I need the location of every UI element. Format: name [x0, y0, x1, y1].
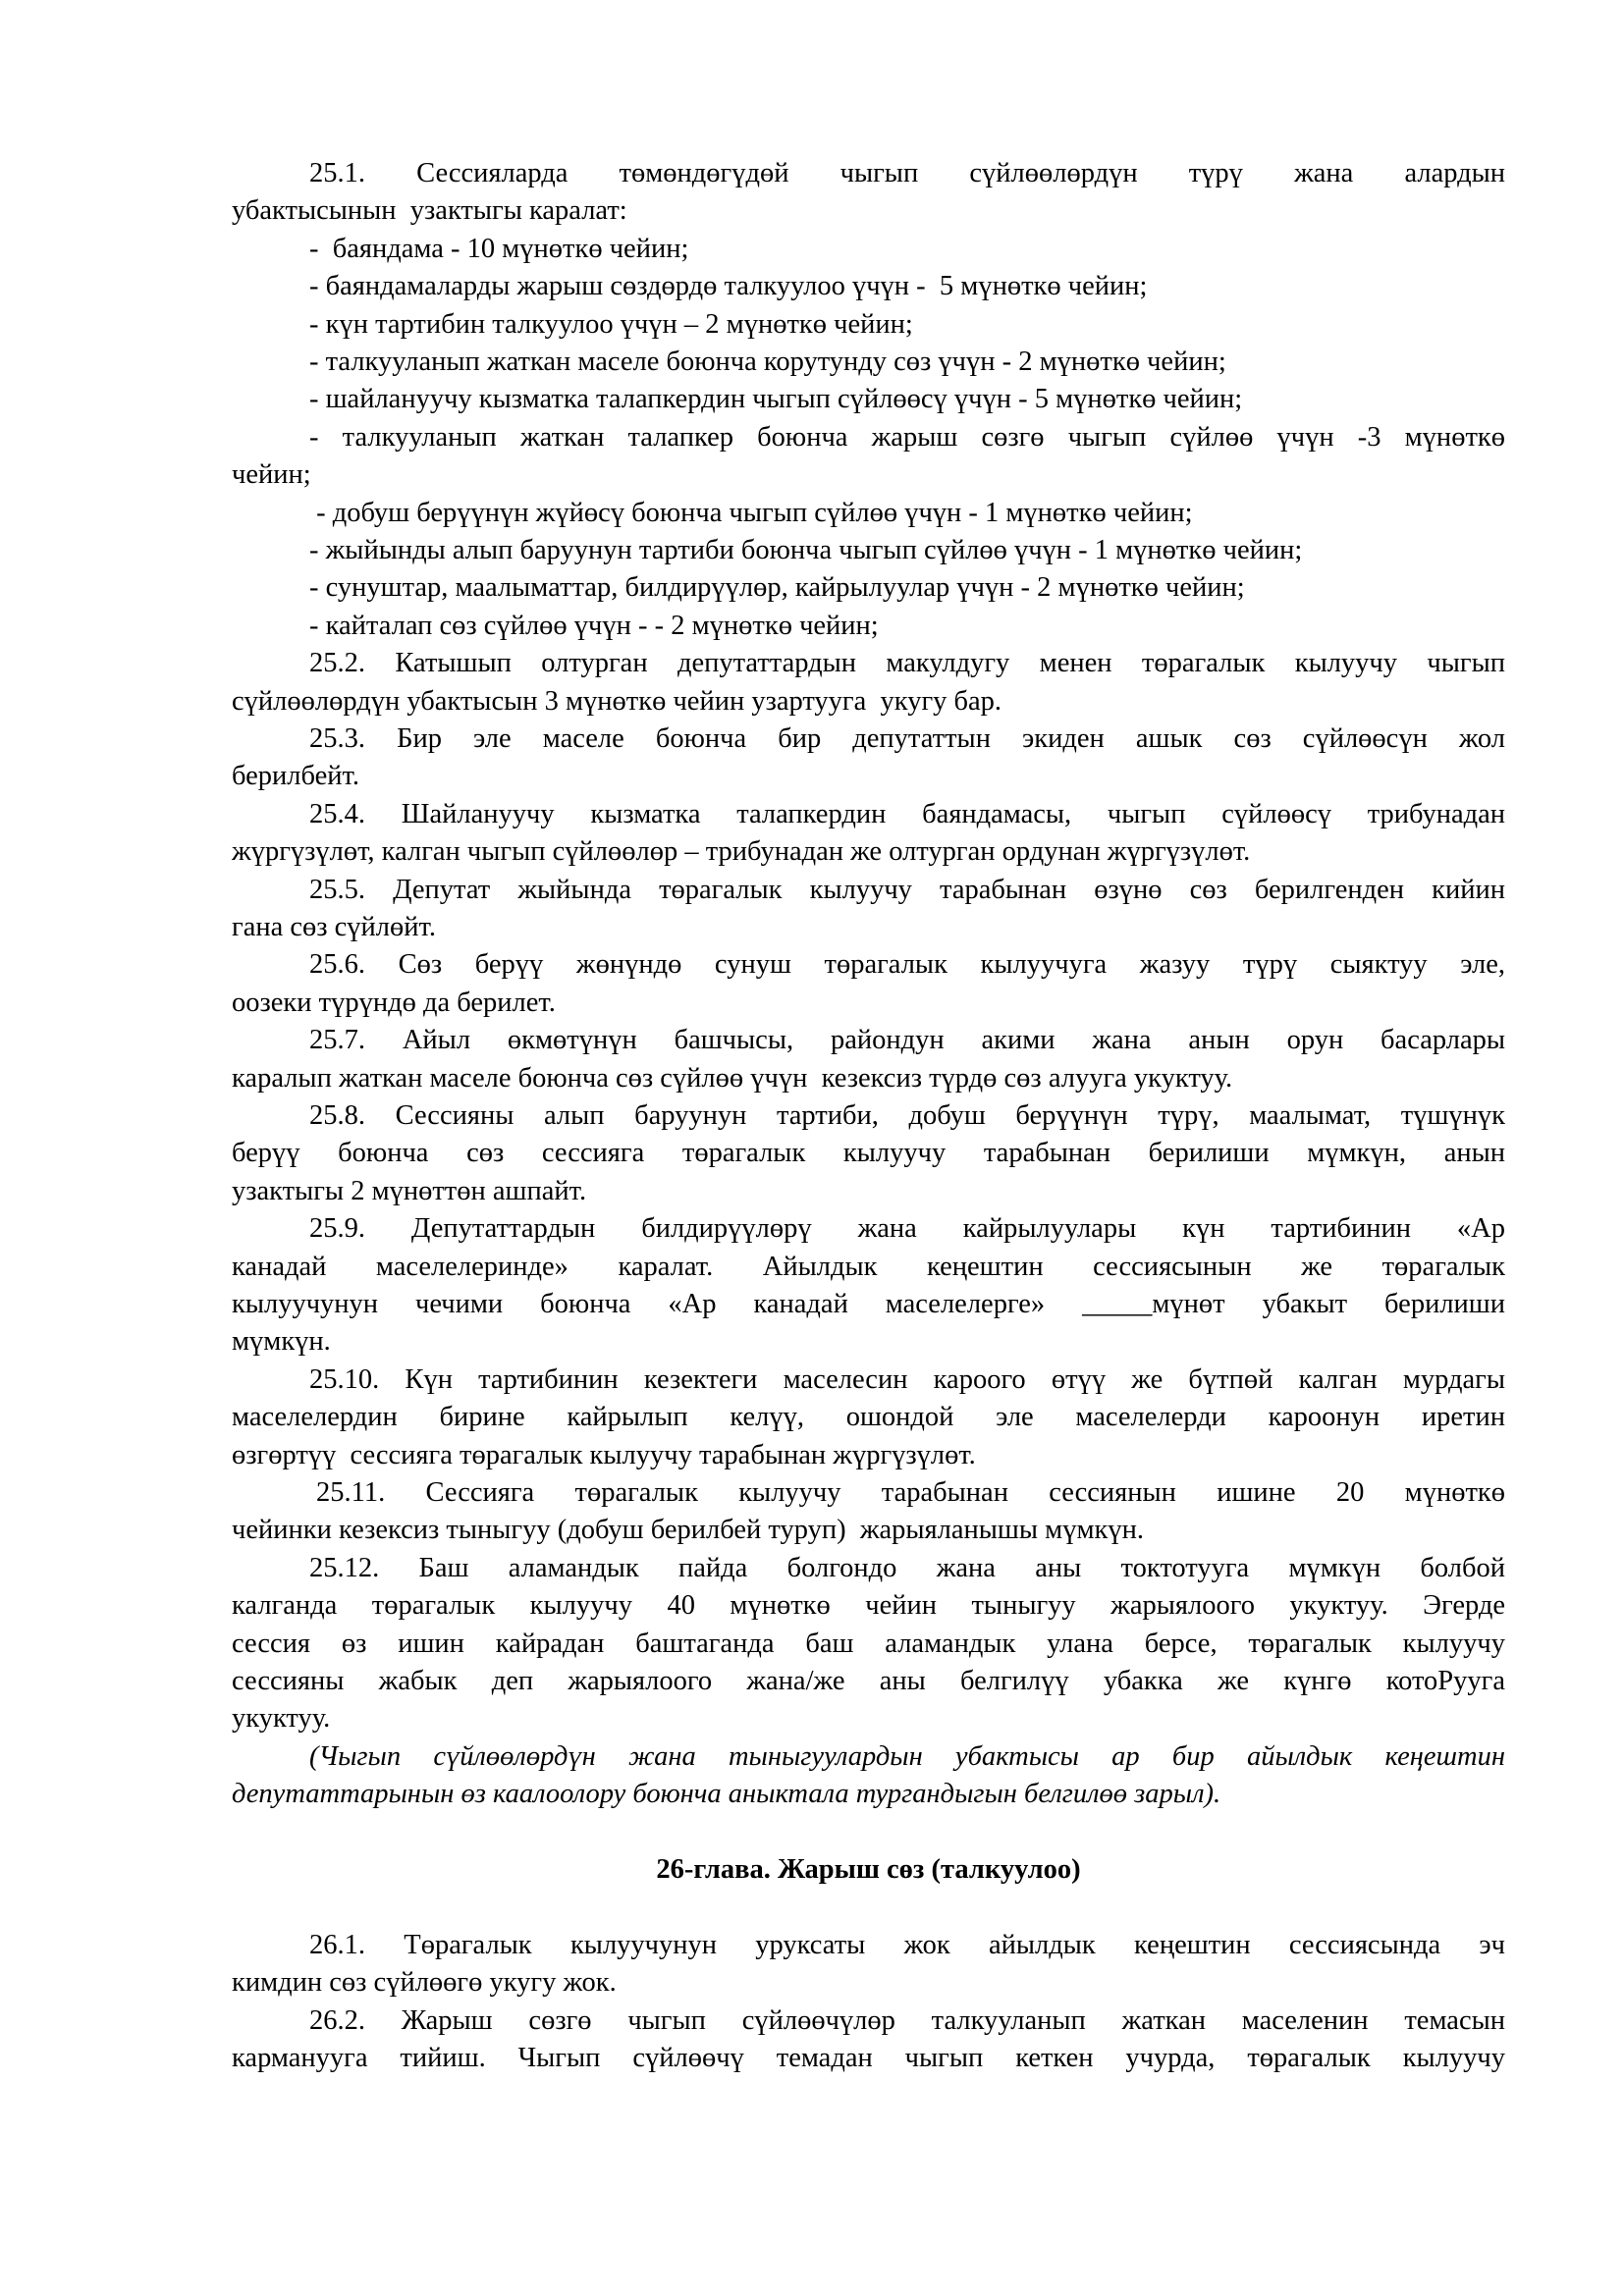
paragraph-line: - баяндама - 10 мүнөткө чейин;	[309, 233, 689, 264]
paragraph-line: 25.11. Сессияга төрагалык кылуучу тарабынан сессиянын ишине 20 мүнөткө	[316, 1477, 1505, 1508]
paragraph-line: - жыйынды алып баруунун тартиби боюнча чыгып сүйлөө үчүн - 1 мүнөткө чейин;	[309, 535, 1303, 565]
paragraph-line: кимдин сөз сүйлөөгө укугу жок.	[232, 1967, 617, 1999]
paragraph-line: чейин;	[232, 459, 311, 491]
paragraph-line: 25.1. Сессияларда төмөндөгүдөй чыгып сүйлөөлөрдүн түрү жана алардын	[309, 158, 1505, 188]
paragraph-line: гана сөз сүйлөйт.	[232, 912, 436, 942]
paragraph-line: оозеки түрүндө да берилет.	[232, 987, 556, 1018]
paragraph-line: - талкууланып жаткан маселе боюнча корутунду сөз үчүн - 2 мүнөткө чейин;	[309, 347, 1226, 377]
paragraph-line: маселелердин бирине кайрылып келүү, ошондой эле маселелерди кароонун иретин	[232, 1402, 1505, 1433]
paragraph-line: чейинки кезексиз тыныгуу (добуш берилбей туруп) жарыяланышы мүмкүн.	[232, 1515, 1144, 1546]
paragraph-line: - шайлануучу кызматка талапкердин чыгып сүйлөөсү үчүн - 5 мүнөткө чейин;	[309, 384, 1243, 415]
paragraph-line: 25.8. Сессияны алып баруунун тартиби, добуш берүүнүн түрү, маалымат, түшүнүк	[309, 1100, 1505, 1131]
chapter-heading: 26-глава. Жарыш сөз (талкуулоо)	[656, 1854, 1081, 1885]
italic-note-line: депутаттарынын өз каалоолору боюнча аныктала тургандыгын белгилөө зарыл).	[232, 1779, 1221, 1810]
paragraph-line: - талкууланып жаткан талапкер боюнча жарыш сөзгө чыгып сүйлөө үчүн -3 мүнөткө	[309, 421, 1505, 453]
paragraph-line: - сунуштар, маалыматтар, билдирүүлөр, кайрылуулар үчүн - 2 мүнөткө чейин;	[309, 572, 1245, 604]
paragraph-line: өзгөртүү сессияга төрагалык кылуучу тарабынан жүргүзүлөт.	[232, 1439, 976, 1470]
paragraph-line: берүү боюнча сөз сессияга төрагалык кылуучу тарабынан берилиши мүмкүн, анын	[232, 1138, 1505, 1169]
paragraph-line: - добуш берүүнүн жүйөсү боюнча чыгып сүйлөө үчүн - 1 мүнөткө чейин;	[309, 497, 1193, 528]
paragraph-line: укуктуу.	[232, 1703, 331, 1735]
paragraph-line: кармануугa тийиш. Чыгып сүйлөөчү темадан чыгып кеткен учурда, төрагалык кылуучу	[232, 2043, 1505, 2073]
paragraph-line: 25.7. Айыл өкмөтүнүн башчысы, райондун акими жана анын орун басарлары	[309, 1025, 1505, 1056]
paragraph-line: - күн тартибин талкуулоо үчүн – 2 мүнөткө чейин;	[309, 308, 913, 340]
paragraph-line: кылуучунун чечими боюнча «Ар канадай маселелерге» _____мүнөт убакыт берилиши	[232, 1289, 1505, 1319]
paragraph-line: сессияны жабык деп жарыялоого жана/же аны белгилүү убакка же күнгө котоРууга	[232, 1666, 1505, 1696]
paragraph-line: 26.2. Жарыш сөзгө чыгып сүйлөөчүлөр талкууланып жаткан маселенин темасын	[309, 2004, 1505, 2036]
paragraph-line: сүйлөөлөрдүн убактысын 3 мүнөткө чейин узартууга укугу бар.	[232, 685, 1002, 717]
paragraph-line: 26.1. Төрагалык кылуучунун уруксаты жок айылдык кеңештин сессиясында эч	[309, 1929, 1505, 1960]
paragraph-line: 25.6. Сөз берүү жөнүндө сунуш төрагалык кылуучуга жазуу түрү сыяктуу эле,	[309, 949, 1505, 981]
paragraph-line: 25.5. Депутат жыйында төрагалык кылуучу тарабынан өзүнө сөз берилгенден кийин	[309, 874, 1505, 905]
paragraph-line: 25.2. Катышып олтурган депутаттардын макулдугу менен төрагалык кылуучу чыгып	[309, 648, 1505, 679]
italic-note-line: (Чыгып сүйлөөлөрдүн жана тыныгуулардын убактысы ар бир айылдык кеңештин	[309, 1740, 1505, 1772]
paragraph-line: берилбейт.	[232, 761, 359, 792]
paragraph-line: 25.10. Күн тартибинин кезектеги маселесин кароого өтүү же бүтпөй калган мурдагы	[309, 1363, 1505, 1395]
paragraph-line: жүргүзүлөт, калган чыгып сүйлөөлөр – трибунадан же олтурган ордунан жүргүзүлөт.	[232, 836, 1251, 868]
paragraph-line: 25.4. Шайлануучу кызматка талапкердин баяндамасы, чыгып сүйлөөсү трибунадан	[309, 798, 1505, 829]
paragraph-line: убактысынын узактыгы каралат:	[232, 195, 627, 227]
paragraph-line: - баяндамаларды жарыш сөздөрдө талкуулоо үчүн - 5 мүнөткө чейин;	[309, 271, 1148, 302]
paragraph-line: мүмкүн.	[232, 1326, 331, 1358]
paragraph-line: канадай маселелеринде» каралат. Айылдык кеңештин сессиясынын же төрагалык	[232, 1251, 1505, 1282]
paragraph-line: - кайталап сөз сүйлөө үчүн - - 2 мүнөткө чейин;	[309, 610, 879, 641]
paragraph-line: калганда төрагалык кылуучу 40 мүнөткө чейин тыныгуу жарыялоого укуктуу. Эгерде	[232, 1590, 1505, 1622]
paragraph-line: 25.3. Бир эле маселе боюнча бир депутаттын экиден ашык сөз сүйлөөсүн жол	[309, 723, 1505, 754]
paragraph-line: сессия өз ишин кайрадан баштаганда баш аламандык улана берсе, төрагалык кылуучу	[232, 1628, 1505, 1659]
paragraph-line: узактыгы 2 мүнөттөн ашпайт.	[232, 1175, 587, 1206]
paragraph-line: 25.12. Баш аламандык пайда болгондо жана аны токтотууга мүмкүн болбой	[309, 1552, 1505, 1583]
paragraph-line: 25.9. Депутаттардын билдирүүлөрү жана кайрылуулары күн тартибинин «Ар	[309, 1213, 1505, 1245]
paragraph-line: каралып жаткан маселе боюнча сөз сүйлөө үчүн кезексиз түрдө сөз алууга укуктуу.	[232, 1062, 1233, 1094]
